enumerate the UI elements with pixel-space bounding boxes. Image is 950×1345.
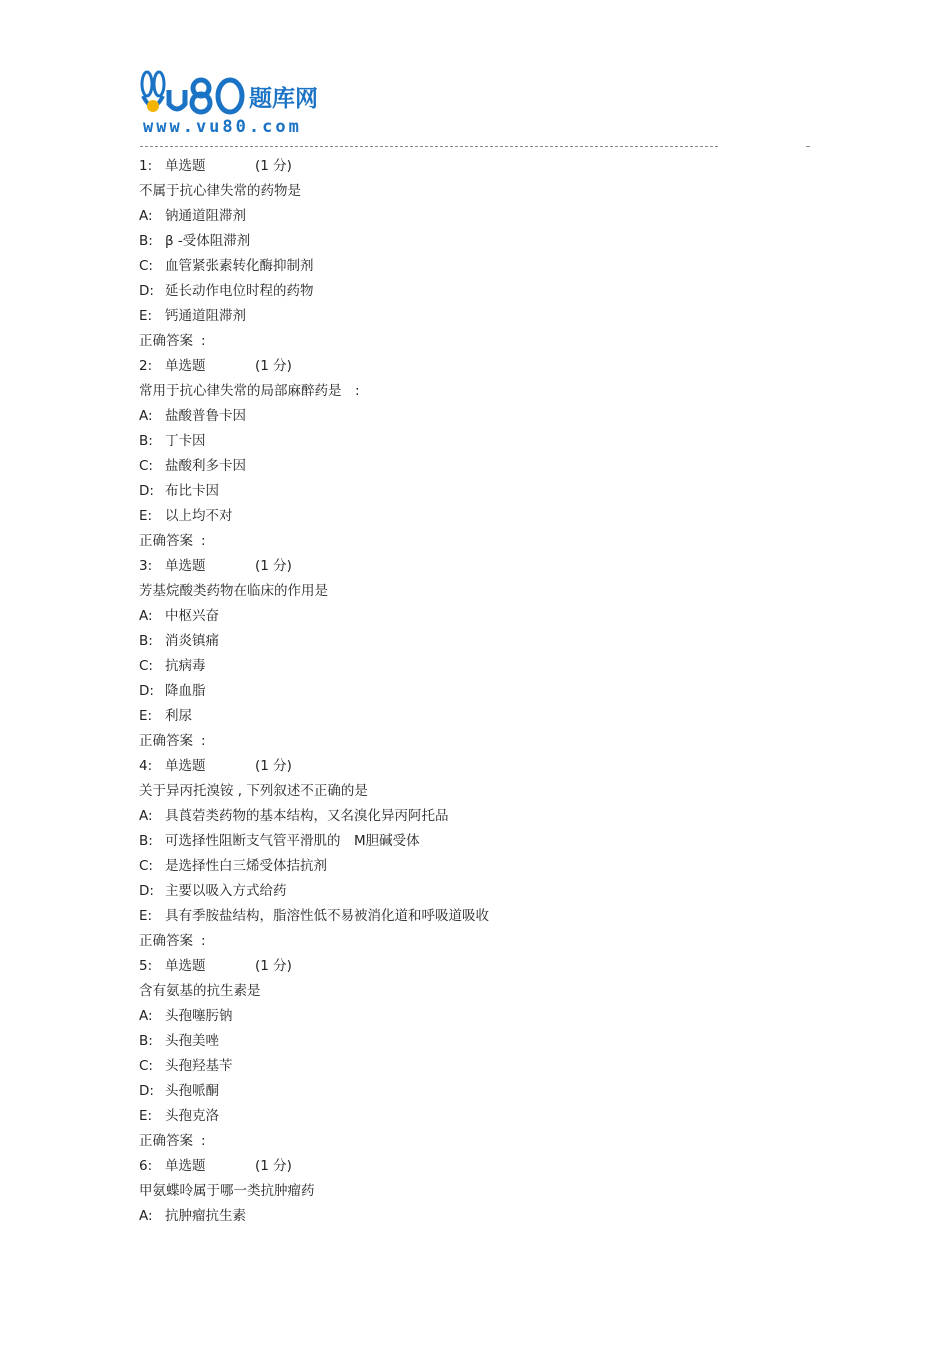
option-letter: C: <box>139 458 153 474</box>
option-text: 主要以吸入方式给药 <box>165 883 287 899</box>
option-text: 头孢美唑 <box>165 1033 219 1049</box>
option-text: 利尿 <box>165 708 192 724</box>
question-number: 1: <box>139 158 153 174</box>
question-type: 单选题 <box>165 758 206 774</box>
question-number: 2: <box>139 358 153 374</box>
site-logo <box>137 70 357 136</box>
header-divider-tail <box>806 146 810 147</box>
option-text: 以上均不对 <box>165 508 233 524</box>
option-letter: A: <box>139 408 153 424</box>
question-score: (1 分) <box>255 758 292 774</box>
option-letter: B: <box>139 833 153 849</box>
question-score: (1 分) <box>255 1158 292 1174</box>
option-letter: A: <box>139 208 153 224</box>
answer-option <box>139 1029 839 1054</box>
question-header <box>139 554 839 579</box>
option-text: 中枢兴奋 <box>165 608 219 624</box>
correct-answer-colon: : <box>201 1133 206 1149</box>
option-letter: E: <box>139 708 153 724</box>
correct-answer-colon: : <box>201 533 206 549</box>
option-letter: C: <box>139 258 153 274</box>
option-letter: B: <box>139 433 153 449</box>
question-number: 5: <box>139 958 153 974</box>
answer-option <box>139 654 839 679</box>
question-list <box>139 154 839 1229</box>
answer-option <box>139 629 839 654</box>
question-type: 单选题 <box>165 358 206 374</box>
option-letter: A: <box>139 1208 153 1224</box>
option-text: 头孢噻肟钠 <box>165 1008 233 1024</box>
question-header <box>139 754 839 779</box>
correct-answer-label: 正确答案 <box>139 333 193 349</box>
answer-option <box>139 604 839 629</box>
answer-option <box>139 1004 839 1029</box>
question-score: (1 分) <box>255 158 292 174</box>
question-type: 单选题 <box>165 958 206 974</box>
answer-option <box>139 679 839 704</box>
question-text: 甲氨蝶呤属于哪一类抗肿瘤药 <box>139 1183 315 1199</box>
answer-option <box>139 254 839 279</box>
option-letter: C: <box>139 658 153 674</box>
option-letter: E: <box>139 908 153 924</box>
option-letter: D: <box>139 883 154 899</box>
option-text: 布比卡因 <box>165 483 219 499</box>
correct-answer-label: 正确答案 <box>139 933 193 949</box>
option-letter: C: <box>139 1058 153 1074</box>
question-score: (1 分) <box>255 958 292 974</box>
option-letter: B: <box>139 633 153 649</box>
answer-option <box>139 1204 839 1229</box>
option-text: 盐酸利多卡因 <box>165 458 246 474</box>
correct-answer-line <box>139 729 839 754</box>
option-text: 丁卡因 <box>165 433 206 449</box>
question-text: 不属于抗心律失常的药物是 <box>139 183 301 199</box>
option-letter: D: <box>139 1083 154 1099</box>
correct-answer-colon: : <box>201 333 206 349</box>
question-header <box>139 1154 839 1179</box>
correct-answer-label: 正确答案 <box>139 533 193 549</box>
answer-option <box>139 904 839 929</box>
option-letter: E: <box>139 508 153 524</box>
answer-option <box>139 854 839 879</box>
answer-option <box>139 804 839 829</box>
option-letter: E: <box>139 1108 153 1124</box>
answer-option <box>139 279 839 304</box>
correct-answer-colon: : <box>201 933 206 949</box>
question-header <box>139 954 839 979</box>
option-text: 抗病毒 <box>165 658 206 674</box>
answer-option <box>139 229 839 254</box>
option-letter: E: <box>139 308 153 324</box>
question-number: 6: <box>139 1158 153 1174</box>
option-letter: B: <box>139 233 153 249</box>
option-text: 盐酸普鲁卡因 <box>165 408 246 424</box>
option-text: 血管紧张素转化酶抑制剂 <box>165 258 314 274</box>
option-letter: D: <box>139 683 154 699</box>
question-number: 4: <box>139 758 153 774</box>
option-text: 具莨菪类药物的基本结构，又名溴化异丙阿托品 <box>165 808 449 824</box>
answer-option <box>139 504 839 529</box>
answer-option <box>139 879 839 904</box>
header-divider <box>140 146 718 147</box>
correct-answer-line <box>139 929 839 954</box>
option-text: 消炎镇痛 <box>165 633 219 649</box>
question-text: 常用于抗心律失常的局部麻醉药是 : <box>139 383 360 399</box>
option-text: 头孢哌酮 <box>165 1083 219 1099</box>
option-text: 抗肿瘤抗生素 <box>165 1208 246 1224</box>
option-text: 降血脂 <box>165 683 206 699</box>
option-text: 是选择性白三烯受体拮抗剂 <box>165 858 327 874</box>
logo-url-text: www.vu80.com <box>143 117 302 136</box>
answer-option <box>139 204 839 229</box>
correct-answer-line <box>139 529 839 554</box>
option-letter: D: <box>139 283 154 299</box>
question-number: 3: <box>139 558 153 574</box>
answer-option <box>139 829 839 854</box>
answer-option <box>139 454 839 479</box>
option-text: 钙通道阻滞剂 <box>165 308 246 324</box>
question-header <box>139 154 839 179</box>
option-letter: B: <box>139 1033 153 1049</box>
rabbit-logo-icon <box>137 70 357 136</box>
question-type: 单选题 <box>165 558 206 574</box>
option-letter: A: <box>139 1008 153 1024</box>
option-letter: A: <box>139 608 153 624</box>
question-text: 关于异丙托溴铵 , 下列叙述不正确的是 <box>139 783 368 799</box>
question-header <box>139 354 839 379</box>
question-type: 单选题 <box>165 1158 206 1174</box>
answer-option <box>139 1104 839 1129</box>
option-text: 延长动作电位时程的药物 <box>165 283 314 299</box>
answer-option <box>139 1054 839 1079</box>
answer-option <box>139 429 839 454</box>
question-text: 芳基烷酸类药物在临床的作用是 <box>139 583 328 599</box>
correct-answer-label: 正确答案 <box>139 1133 193 1149</box>
correct-answer-line <box>139 1129 839 1154</box>
option-text: 头孢羟基苄 <box>165 1058 233 1074</box>
option-text: β -受体阻滞剂 <box>165 233 251 249</box>
option-text: 具有季胺盐结构，脂溶性低不易被消化道和呼吸道吸收 <box>165 908 489 924</box>
option-text: 钠通道阻滞剂 <box>165 208 246 224</box>
correct-answer-line <box>139 329 839 354</box>
question-score: (1 分) <box>255 358 292 374</box>
question-text: 含有氨基的抗生素是 <box>139 983 261 999</box>
question-score: (1 分) <box>255 558 292 574</box>
option-letter: D: <box>139 483 154 499</box>
option-text: 头孢克洛 <box>165 1108 219 1124</box>
correct-answer-label: 正确答案 <box>139 733 193 749</box>
answer-option <box>139 704 839 729</box>
option-letter: C: <box>139 858 153 874</box>
answer-option <box>139 404 839 429</box>
answer-option <box>139 479 839 504</box>
question-type: 单选题 <box>165 158 206 174</box>
option-text: 可选择性阻断支气管平滑肌的 M胆碱受体 <box>165 833 420 849</box>
logo-cn-text: 题库网 <box>249 86 318 112</box>
option-letter: A: <box>139 808 153 824</box>
correct-answer-colon: : <box>201 733 206 749</box>
answer-option <box>139 304 839 329</box>
answer-option <box>139 1079 839 1104</box>
